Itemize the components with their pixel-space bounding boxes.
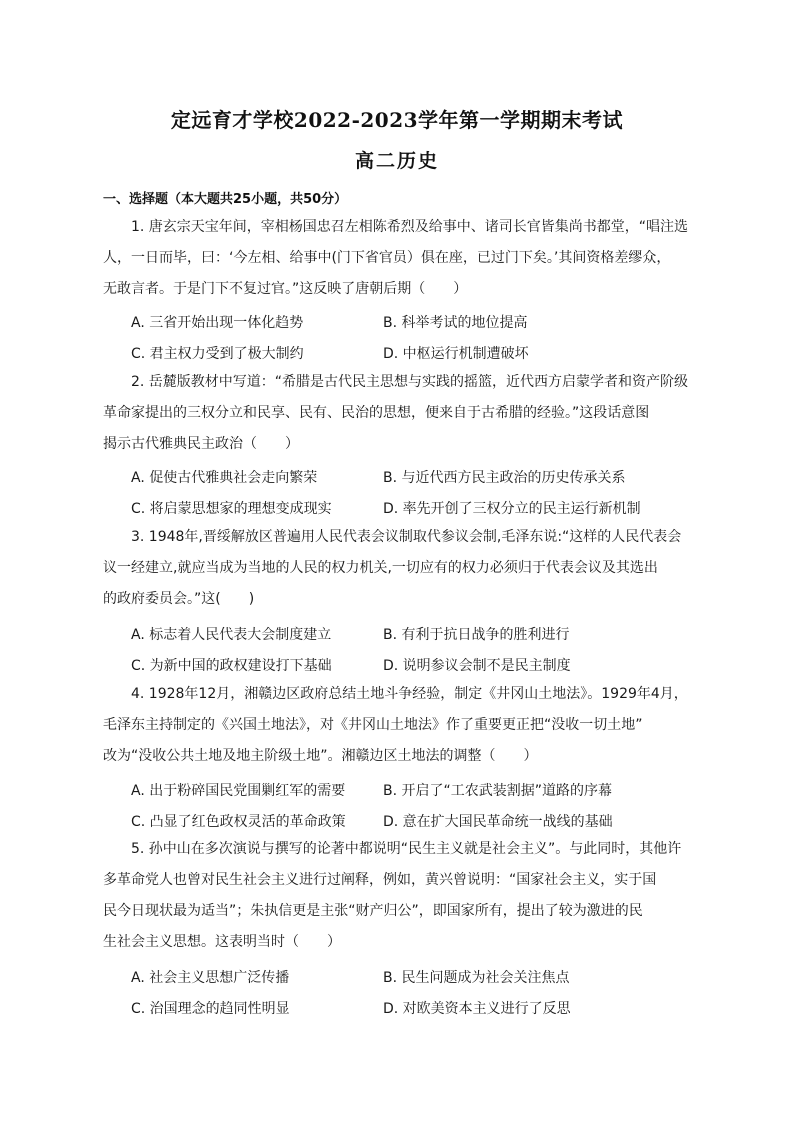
option-d: D. 率先开创了三权分立的民主运行新机制 bbox=[383, 501, 641, 517]
option-c: C. 凸显了红色政权灵活的革命政策 bbox=[131, 814, 346, 830]
option-a: A. 标志着人民代表大会制度建立 bbox=[131, 627, 332, 643]
exam-subject: 高二历史 bbox=[354, 150, 439, 172]
question-line: 的政府委员会。”这( ) bbox=[103, 591, 255, 607]
option-b: B. 开启了“工农武装割据”道路的序幕 bbox=[383, 783, 613, 799]
question-line: 人，一日而毕，曰：‘今左相、给事中(门下省官员）俱在座，已过门下矣。’其间资格差缪众， bbox=[103, 250, 671, 266]
question-line: 1. 唐玄宗天宝年间，宰相杨国忠召左相陈希烈及给事中、诸司长官皆集尚书都堂，“唱注选 bbox=[131, 219, 689, 235]
question-line: 改为“没收公共土地及地主阶级土地”。湘赣边区土地法的调整（ ） bbox=[103, 748, 538, 764]
question-line: 揭示古代雅典民主政治（ ） bbox=[103, 436, 299, 452]
question-line: 5. 孙中山在多次演说与撰写的论著中都说明“民生主义就是社会主义”。与此同时，其他许 bbox=[131, 841, 682, 857]
option-a: A. 促使古代雅典社会走向繁荣 bbox=[131, 470, 318, 486]
option-d: D. 对欧美资本主义进行了反思 bbox=[383, 1001, 571, 1017]
question-line: 民今日现状最为适当”；朱执信更是主张“财产归公”，即国家所有，提出了较为激进的民 bbox=[103, 903, 643, 919]
question-line: 革命家提出的三权分立和民享、民有、民治的思想，便来自于古希腊的经验。”这段话意图 bbox=[103, 405, 650, 421]
option-a: A. 三省开始出现一体化趋势 bbox=[131, 315, 304, 331]
question-3 bbox=[103, 522, 696, 615]
option-d: D. 说明参议会制不是民主制度 bbox=[383, 658, 571, 674]
option-b: B. 与近代西方民主政治的历史传承关系 bbox=[383, 470, 626, 486]
question-line: 毛泽东主持制定的《兴国土地法》，对《井冈山土地法》作了重要更正把“没收一切土地” bbox=[103, 717, 643, 733]
option-c: C. 为新中国的政权建设打下基础 bbox=[131, 658, 332, 674]
question-5 bbox=[103, 834, 696, 958]
section-heading: 一、选择题（本大题共25小题，共50分） bbox=[103, 192, 348, 207]
question-2 bbox=[103, 367, 696, 460]
question-line: 多革命党人也曾对民生社会主义进行过阐释，例如，黄兴曾说明：“国家社会主义，实于国 bbox=[103, 872, 657, 888]
question-line: 3. 1948年,晋绥解放区普遍用人民代表会议制取代参议会制,毛泽东说:“这样的人民代表会 bbox=[131, 529, 682, 545]
question-line: 生社会主义思想。这表明当时（ ） bbox=[103, 934, 341, 950]
exam-title: 定远育才学校2022-2023学年第一学期期末考试 bbox=[170, 108, 624, 132]
option-d: D. 意在扩大国民革命统一战线的基础 bbox=[383, 814, 613, 830]
option-d: D. 中枢运行机制遭破坏 bbox=[383, 346, 529, 362]
question-1 bbox=[103, 212, 696, 305]
question-4 bbox=[103, 679, 696, 772]
question-line: 2. 岳麓版教材中写道：“希腊是古代民主思想与实践的摇篮，近代西方启蒙学者和资产阶级 bbox=[131, 374, 689, 390]
option-b: B. 有利于抗日战争的胜利进行 bbox=[383, 627, 570, 643]
option-c: C. 治国理念的趋同性明显 bbox=[131, 1001, 290, 1017]
option-b: B. 科举考试的地位提高 bbox=[383, 315, 528, 331]
option-b: B. 民生问题成为社会关注焦点 bbox=[383, 970, 570, 986]
option-c: C. 将启蒙思想家的理想变成现实 bbox=[131, 501, 332, 517]
option-a: A. 出于粉碎国民党围剿红军的需要 bbox=[131, 783, 346, 799]
option-c: C. 君主权力受到了极大制约 bbox=[131, 346, 304, 362]
question-line: 无敢言者。于是门下不复过官。”这反映了唐朝后期（ ） bbox=[103, 281, 468, 297]
option-a: A. 社会主义思想广泛传播 bbox=[131, 970, 290, 986]
question-line: 4. 1928年12月，湘赣边区政府总结土地斗争经验，制定《井冈山土地法》。1929年4月， bbox=[131, 686, 688, 702]
question-line: 议一经建立,就应当成为当地的人民的权力机关,一切应有的权力必须归于代表会议及其选出 bbox=[103, 560, 658, 576]
